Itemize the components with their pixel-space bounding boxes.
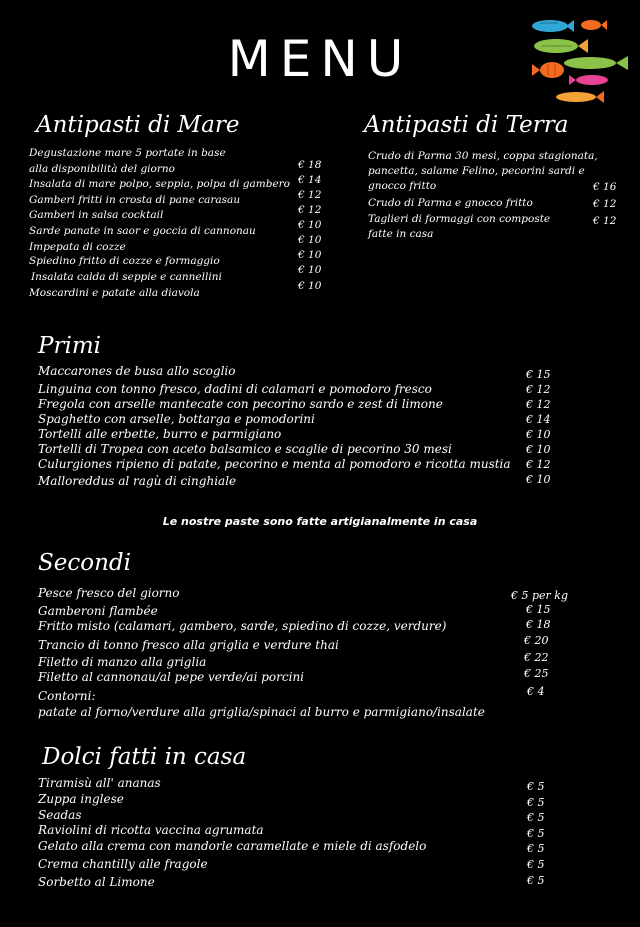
item-price: € 10 [298,249,322,261]
item-price: € 5 [527,811,545,824]
item-price: € 4 [527,685,545,698]
list-item: Fritto misto (calamari, gambero, sarde, spiedino di cozze, verdure) [38,619,447,633]
list-item: Crudo di Parma 30 mesi, coppa stagionata, [368,150,598,162]
list-item: Moscardini e patate alla diavola [29,287,200,299]
list-item: fatte in casa [368,228,434,240]
item-price: € 10 [298,280,322,292]
fish-lime-icon [564,56,628,70]
item-price: € 12 [298,204,322,216]
list-item: Insalata di mare polpo, seppia, polpa di gambero [29,178,291,190]
item-price: € 25 [524,667,549,680]
item-price: € 12 [526,383,551,396]
list-item: Seadas [38,808,82,822]
fish-orange-small-icon [581,20,607,30]
antipasti-terra-heading: Antipasti di Terra [364,112,569,138]
item-price: € 20 [524,634,549,647]
item-price: € 10 [526,428,551,441]
list-item: Trancio di tonno fresco alla griglia e verdure thai [38,638,339,652]
list-item: Filetto al cannonau/al pepe verde/ai porcini [38,670,305,684]
item-price: € 15 [526,368,551,381]
item-price: € 5 per kg [511,589,569,602]
list-item: Filetto di manzo alla griglia [38,655,207,669]
list-item: gnocco fritto [368,180,437,192]
list-item: Spaghetto con arselle, bottarga e pomodorini [38,412,315,426]
item-price: € 12 [298,189,322,201]
list-item: Pesce fresco del giorno [38,586,180,600]
list-item: Crema chantilly alle fragole [38,857,208,871]
list-item: Gamberoni flambée [38,604,158,618]
list-item: Sorbetto al Limone [38,875,155,889]
list-item: Crudo di Parma e gnocco fritto [368,197,533,209]
list-item: Spiedino fritto di cozze e formaggio [29,255,220,267]
item-price: € 12 [526,458,551,471]
item-price: € 5 [527,842,545,855]
list-item: Raviolini di ricotta vaccina agrumata [38,823,264,837]
item-price: € 5 [527,827,545,840]
fish-orange-round-icon [532,62,564,78]
fish-green-icon [534,39,588,53]
antipasti-mare-heading: Antipasti di Mare [36,112,240,138]
item-price: € 5 [527,874,545,887]
list-item: Gamberi in salsa cocktail [29,209,164,221]
list-item: Taglieri di formaggi con composte [368,213,551,225]
item-price: € 14 [298,174,322,186]
list-item: Contorni: [38,689,96,703]
primi-heading: Primi [38,333,101,359]
secondi-heading: Secondi [38,550,131,576]
item-price: € 14 [526,413,551,426]
item-price: € 10 [298,264,322,276]
list-item: Degustazione mare 5 portate in base [29,147,226,159]
item-price: € 10 [526,473,551,486]
list-item: Tortelli di Tropea con aceto balsamico e scaglie di pecorino 30 mesi [38,442,452,456]
item-price: € 18 [298,159,322,171]
list-item: Impepata di cozze [29,241,126,253]
item-price: € 18 [526,618,551,631]
fish-pink-icon [569,75,608,85]
menu-title: MENU [227,30,413,88]
list-item: patate al forno/verdure alla griglia/spinaci al burro e parmigiano/insalate [38,705,485,719]
list-item: Tortelli alle erbette, burro e parmigiano [38,427,282,441]
list-item: pancetta, salame Felino, pecorini sardi e [368,165,585,177]
list-item: Tiramisù all' ananas [38,776,161,790]
item-price: € 12 [593,198,617,210]
item-price: € 10 [298,234,322,246]
list-item: Gamberi fritti in crosta di pane carasau [29,194,241,206]
item-price: € 15 [526,603,551,616]
item-price: € 5 [527,796,545,809]
item-price: € 12 [593,215,617,227]
list-item: Fregola con arselle mantecate con pecorino sardo e zest di limone [38,397,443,411]
fish-yellow-icon [556,91,604,103]
pasta-note: Le nostre paste sono fatte artigianalmente in casa [162,515,478,528]
list-item: Linguina con tonno fresco, dadini di calamari e pomodoro fresco [38,382,432,396]
item-price: € 16 [593,181,617,193]
list-item: Sarde panate in saor e goccia di cannonau [29,225,256,237]
list-item: Malloreddus al ragù di cinghiale [38,474,237,488]
item-price: € 12 [526,398,551,411]
item-price: € 22 [524,651,549,664]
item-price: € 5 [527,780,545,793]
item-price: € 10 [526,443,551,456]
item-price: € 10 [298,219,322,231]
list-item: Maccarones de busa allo scoglio [38,364,236,378]
list-item: Zuppa inglese [38,792,124,806]
list-item: Gelato alla crema con mandorle caramellate e miele di asfodelo [38,839,427,853]
dolci-heading: Dolci fatti in casa [42,744,247,770]
list-item: Culurgiones ripieno di patate, pecorino e menta al pomodoro e ricotta mustia [38,457,511,471]
item-price: € 5 [527,858,545,871]
list-item: Insalata calda di seppie e cannellini [31,271,222,283]
fish-blue-icon [532,20,574,32]
fish-illustration-icon [528,14,632,106]
list-item: alla disponibilità del giorno [29,163,175,175]
